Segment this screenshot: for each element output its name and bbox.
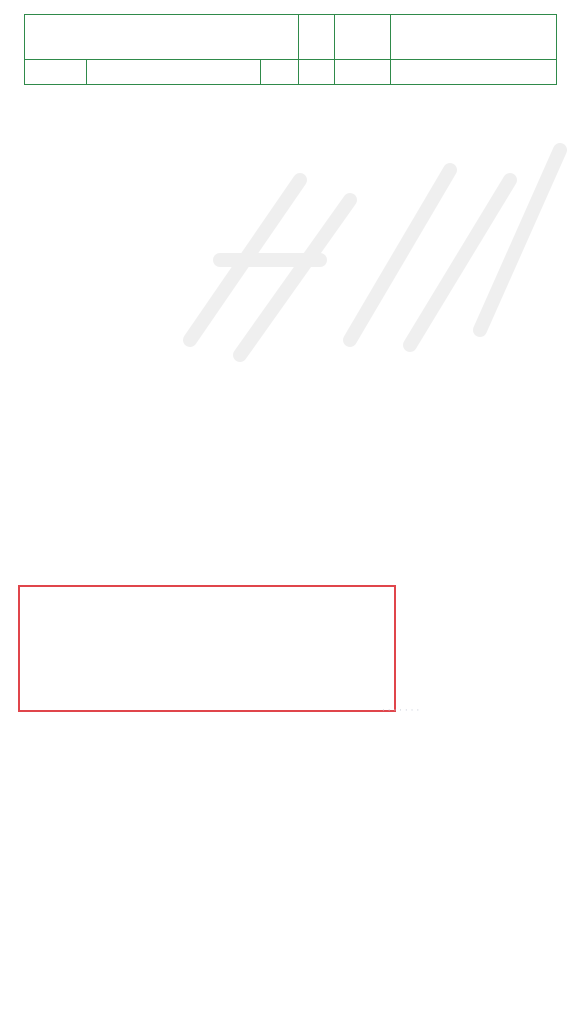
faint-cut-text: · · · · · · · [382,706,420,716]
group-total [299,60,335,85]
empty-cell [391,15,557,60]
watermark-logo [150,110,576,370]
school-total [299,15,335,60]
enrollment-plan-sheet [24,14,556,107]
group-row [25,60,557,85]
group-code [25,60,87,85]
group-label [87,60,261,85]
plan-table-top [24,14,557,85]
school-name [25,15,299,60]
empty-cell [335,60,391,85]
empty-cell [335,15,391,60]
empty-cell [261,60,299,85]
school-row [25,15,557,60]
red-highlight-box [18,585,396,712]
table-gap [24,85,556,107]
group-subject-requirement [391,60,557,85]
